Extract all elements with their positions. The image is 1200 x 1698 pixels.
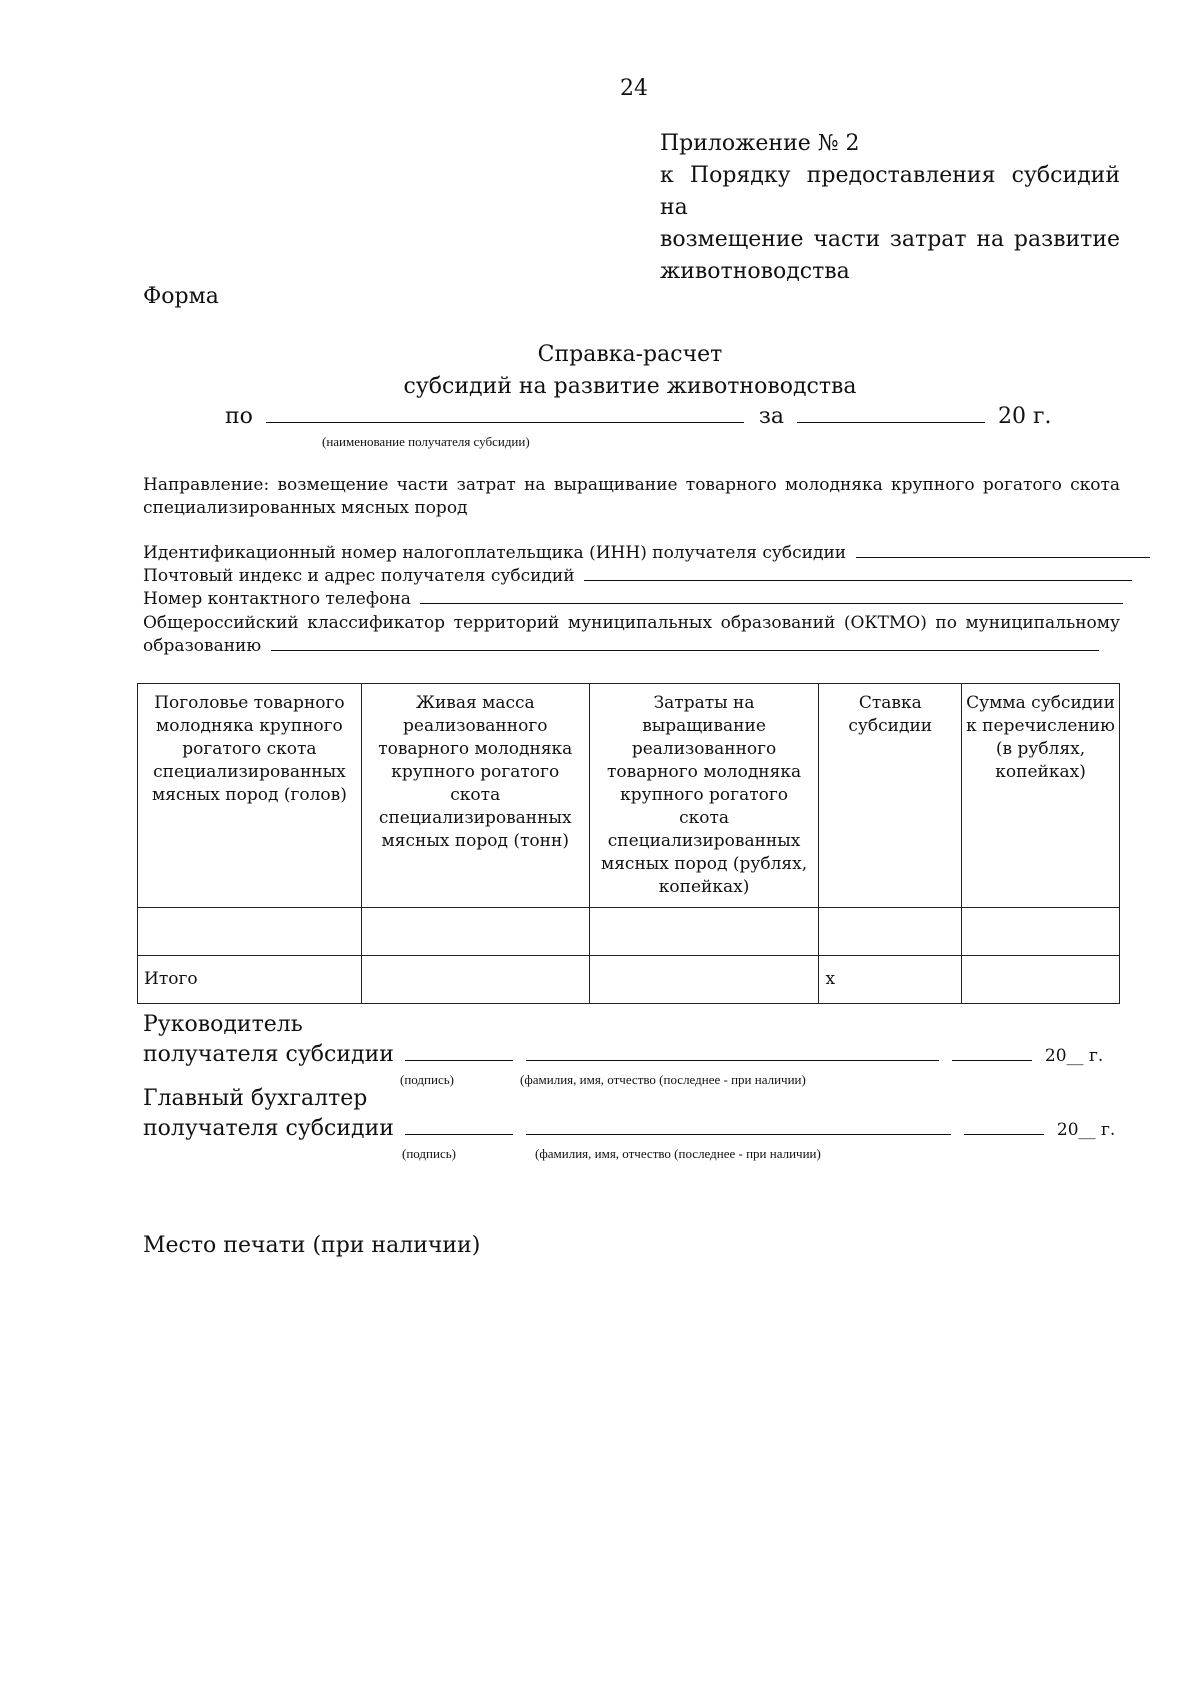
- head-name-field[interactable]: [526, 1059, 939, 1061]
- head-year-label: 20__ г.: [1044, 1046, 1104, 1066]
- head-name-caption: (фамилия, имя, отчество (последнее - при наличии): [520, 1072, 806, 1087]
- accountant-year-label: 20__ г.: [1056, 1120, 1116, 1140]
- address-field[interactable]: [584, 579, 1132, 581]
- header-livestock-count: Поголовье товарного молодняка крупного рогатого скота специализированных мясных пород (голов): [138, 684, 362, 908]
- form-label: Форма: [143, 284, 219, 309]
- oktmo-label-cont: образованию: [143, 636, 262, 656]
- cell-livestock-count[interactable]: [138, 908, 362, 956]
- cell-live-weight[interactable]: [361, 908, 589, 956]
- accountant-name-caption: (фамилия, имя, отчество (последнее - при наличии): [535, 1146, 821, 1161]
- appendix-line-3: возмещение части затрат на развитие: [660, 227, 1120, 252]
- phone-field[interactable]: [420, 602, 1123, 604]
- year-label: 20 г.: [998, 404, 1052, 429]
- address-label: Почтовый индекс и адрес получателя субсидий: [143, 566, 575, 586]
- table-header-row: [138, 684, 1120, 908]
- recipient-period-line: [225, 404, 1052, 429]
- oktmo-row: [143, 612, 1120, 658]
- address-row: [143, 566, 1132, 586]
- accountant-signature-caption: (подпись): [402, 1146, 456, 1161]
- total-label: Итого: [138, 956, 362, 1004]
- head-date-field[interactable]: [952, 1059, 1032, 1061]
- header-subsidy-sum: Сумма субсидии к перечислению (в рублях, копейках): [962, 684, 1120, 908]
- accountant-title: Главный бухгалтер: [143, 1086, 368, 1111]
- head-signature-row: [143, 1042, 1103, 1067]
- cell-costs[interactable]: [589, 908, 819, 956]
- recipient-name-field[interactable]: [266, 421, 744, 423]
- inn-label: Идентификационный номер налогоплательщика (ИНН) получателя субсидии: [143, 543, 847, 563]
- oktmo-field[interactable]: [271, 649, 1099, 651]
- inn-row: [143, 543, 1150, 563]
- cell-subsidy-sum[interactable]: [962, 908, 1120, 956]
- oktmo-label: Общероссийский классификатор территорий муниципальных образований (ОКТМО) по муниципальному: [143, 613, 1120, 633]
- appendix-line-4: животноводства: [660, 259, 850, 284]
- total-live-weight[interactable]: [361, 956, 589, 1004]
- header-rate: Ставка субсидии: [819, 684, 962, 908]
- period-field[interactable]: [797, 421, 985, 423]
- appendix-block: [660, 128, 1120, 288]
- total-subsidy-sum[interactable]: [962, 956, 1120, 1004]
- subsidy-table: [137, 683, 1120, 1004]
- cell-rate[interactable]: [819, 908, 962, 956]
- doc-subtitle: субсидий на развитие животноводства: [403, 374, 857, 399]
- head-signature-caption: (подпись): [400, 1072, 454, 1087]
- head-signature-field[interactable]: [405, 1059, 513, 1061]
- table-row: [138, 908, 1120, 956]
- doc-title: Справка-расчет: [537, 342, 723, 367]
- accountant-signature-field[interactable]: [405, 1133, 513, 1135]
- appendix-line-2: к Порядку предоставления субсидий на: [660, 163, 1120, 220]
- header-live-weight: Живая масса реализованного товарного молодняка крупного рогатого скота специализированных мясных пород (тонн): [361, 684, 589, 908]
- phone-label: Номер контактного телефона: [143, 589, 411, 609]
- table-total-row: [138, 956, 1120, 1004]
- total-rate: x: [819, 956, 962, 1004]
- stamp-place: Место печати (при наличии): [143, 1233, 481, 1258]
- total-costs[interactable]: [589, 956, 819, 1004]
- head-recipient-label: получателя субсидии: [143, 1042, 394, 1067]
- direction-text: Направление: возмещение части затрат на выращивание товарного молодняка крупного рогатого скота специализированных мясных пород: [143, 475, 1120, 518]
- page-number: 24: [620, 76, 648, 101]
- accountant-name-field[interactable]: [526, 1133, 951, 1135]
- header-costs: Затраты на выращивание реализованного товарного молодняка крупного рогатого скота специализированных мясных пород (рублях, копейках): [589, 684, 819, 908]
- accountant-date-field[interactable]: [964, 1133, 1044, 1135]
- phone-row: [143, 589, 1123, 609]
- inn-field[interactable]: [856, 556, 1150, 558]
- accountant-signature-row: [143, 1116, 1115, 1141]
- head-title: Руководитель: [143, 1012, 303, 1037]
- accountant-recipient-label: получателя субсидии: [143, 1116, 394, 1141]
- for-label: за: [758, 404, 785, 429]
- by-label: по: [225, 404, 253, 429]
- recipient-caption: (наименование получателя субсидии): [322, 434, 530, 449]
- appendix-title: Приложение № 2: [660, 131, 860, 156]
